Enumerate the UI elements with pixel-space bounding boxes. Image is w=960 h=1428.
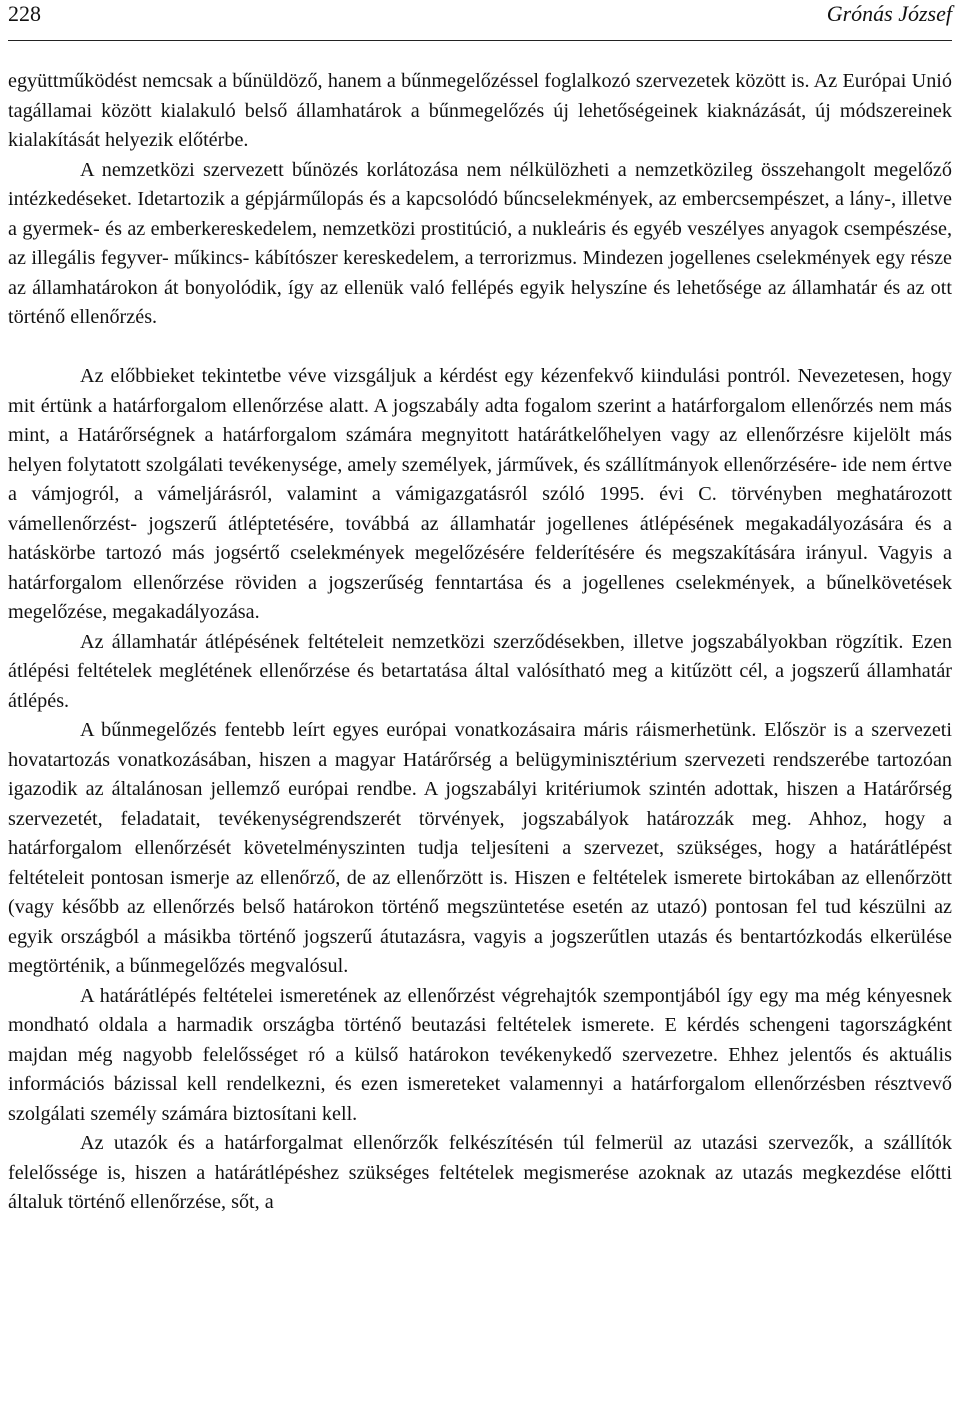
running-head-author: Grónás József <box>826 1 952 26</box>
body-text <box>8 67 952 1218</box>
paragraph: A határátlépés feltételei ismeretének az ellenőrzést végrehajtók szempontjából így egy ma még kényesnek mondható oldala a harmadik országba történő beutazási feltételek ismerete. E kérdés schengeni tagországként majdan még nagyobb felelősséget ró a külső határokon tevékenykedő szervezetre. Ehhez jelentős és aktuális információs bázissal kell rendelkezni, és ezen ismereteket valamennyi a határforgalom ellenőrzésben résztvevő szolgálati személy számára biztosítani kell. <box>8 984 952 1125</box>
page-header <box>8 0 952 38</box>
paragraph: Az utazók és a határforgalmat ellenőrzők felkészítésén túl felmerül az utazási szervezők, a szállítók felelőssége is, hiszen a határátlépéshez szükséges feltételek megismerése azoknak az utazás megkezdése előtti általuk történő ellenőrzése, sőt, a <box>8 1132 952 1213</box>
paragraph: A bűnmegelőzés fentebb leírt egyes európai vonatkozásaira máris ráismerhetünk. Először is a szervezeti hovatartozás vonatkozásában, hiszen a magyar Határőrség a belügyminisztérium szervezeti rendszerébe tartozóan igazodik az általánosan jellemző európai rendbe. A jogszabályi kritériumok szintén adottak, hiszen a Határőrség szervezetét, feladatait, tevékenységrendszerét törvények, jogszabályok határozzák meg. Ahhoz, hogy a határforgalom ellenőrzését követelményszinten tudja teljesíteni a szervezet, szükséges, hogy a határátlépést feltételeit pontosan ismerje az ellenőrző, de az ellenőrzött is. Hiszen e feltételek ismerete birtokában az ellenőrzött (vagy később az ellenőrzés belső határokon történő megszüntetése esetén az utazó) pontosan fel tud készülni az egyik országból a másikba történő jogszerű átutazásra, vagyis a jogszerűtlen utazás és bentartózkodás elkerülése megtörténik, a bűnmegelőzés megvalósul. <box>8 719 952 977</box>
paragraph: együttműködést nemcsak a bűnüldöző, hanem a bűnmegelőzéssel foglalkozó szervezetek között is. Az Európai Unió tagállamai között kialakuló belső államhatárok a bűnmegelőzés új lehetőségeinek kiaknázását, új módszereinek kialakítását helyezik előtérbe. <box>8 70 952 151</box>
header-divider <box>8 40 952 41</box>
paragraph: Az államhatár átlépésének feltételeit nemzetközi szerződésekben, illetve jogszabályokban rögzítik. Ezen átlépési feltételek meglétének ellenőrzése és betartatása által valósítható meg a kitűzött cél, a jogszerű államhatár átlépés. <box>8 630 952 712</box>
paragraph: Az előbbieket tekintetbe véve vizsgáljuk a kérdést egy kézenfekvő kiindulási pontról. Nevezetesen, hogy mit értünk a határforgalom ellenőrzése alatt. A jogszabály adta fogalom szerint a határforgalom ellenőrzés nem más mint, a Határőrségnek a határforgalom számára megnyitott határátkelőhelyen vagy az ellenőrzésre kijelölt más helyen folytatott szolgálati tevékenysége, amely személyek, járművek, és szállítmányok ellenőrzésére- ide nem értve a vámjogról, a vámeljárásról, valamint a vámigazgatásról szóló 1995. évi C. törvényben meghatározott vámellenőrzést- jogszerű átléptetésére, továbbá az államhatár jogellenes átlépésének megakadályozására és a hatáskörbe tartozó más jogsértő cselekmények megelőzésére felderítésére és megszakítására irányul. Vagyis a határforgalom ellenőrzése röviden a jogszerűség fenntartása és a jogellenes cselekmények, a bűnelkövetések megelőzése, megakadályozása. <box>8 365 952 623</box>
page-number: 228 <box>8 1 41 26</box>
paragraph: A nemzetközi szervezett bűnözés korlátozása nem nélkülözheti a nemzetközileg összehangolt megelőző intézkedéseket. Idetartozik a gépjárműlopás és a kapcsolódó bűncselekmények, az embercsempészet, a lány-, illetve a gyermek- és az emberkereskedelem, nemzetközi prostitúció, a nukleáris és egyéb veszélyes anyagok csempészése, az illegális fegyver- műkincs- kábítószer kereskedelem, a terrorizmus. Mindezen jogellenes cselekmények egy része az államhatárokon át bonyolódik, így az ellenük való fellépés egyik helyszíne és lehetősége az államhatár és az ott történő ellenőrzés. <box>8 158 952 328</box>
